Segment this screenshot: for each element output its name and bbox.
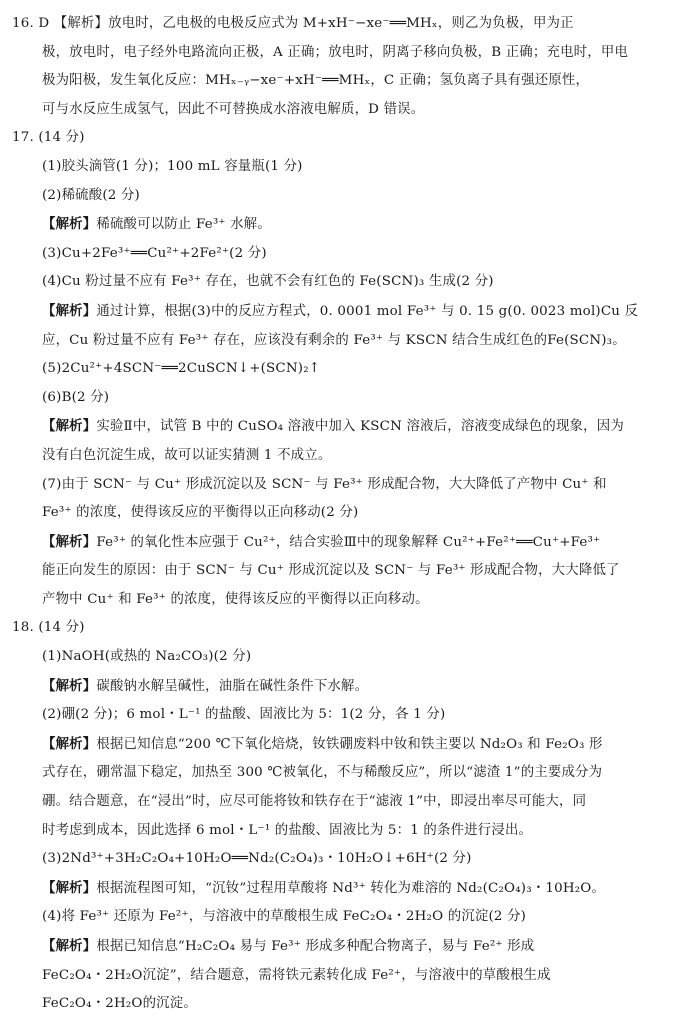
text-line [12,327,681,356]
line-text: 式存在，硼常温下稳定，加热至 300 ℃被氧化，不与稀酸反应”，所以“滤渣 1”的主要成分为 [42,765,603,781]
text-line [12,903,681,932]
analysis-tag: 【解析】 [42,938,97,954]
text-line [12,124,681,153]
text-line [12,643,681,672]
text-line [12,788,681,817]
line-text: 时考虑到成本，因此选择 6 mol・L⁻¹ 的盐酸、固液比为 5：1 的条件进行浸出。 [42,822,533,838]
text-line [12,614,681,643]
text-line [12,990,681,1019]
line-text: 应，Cu 粉过量不应有 Fe³⁺ 存在，应该没有剩余的 Fe³⁺ 与 KSCN 结合生成红色的Fe(SCN)₃。 [42,332,626,348]
line-text: (7)由于 SCN⁻ 与 Cu⁺ 形成沉淀以及 SCN⁻ 与 Fe³⁺ 形成配合物，大大降低了产物中 Cu⁺ 和 [42,476,607,492]
line-text: 能正向发生的原因：由于 SCN⁻ 与 Cu⁺ 形成沉淀以及 SCN⁻ 与 Fe³⁺ 形成配合物，大大降低了 [42,563,620,579]
line-text: (1)NaOH(或热的 Na₂CO₃)(2 分) [42,649,252,665]
text-line [12,268,681,297]
line-text: 极为阳极，发生氧化反应：MHₓ₋ᵧ−xe⁻+xH⁻══MHₓ，C 正确；氢负离子具有强还原性， [42,73,590,89]
line-text: FeC₂O₄・2H₂O沉淀”，结合题意，需将铁元素转化成 Fe²⁺，与溶液中的草酸根生成 [42,967,551,983]
line-text: 通过计算，根据(3)中的反应方程式，0. 0001 mol Fe³⁺ 与 0. 15 g(0. 0023 mol)Cu 反 [96,303,639,319]
text-line [12,384,681,413]
line-text: 稀硫酸可以防止 Fe³⁺ 水解。 [96,217,271,233]
text-line [12,355,681,384]
text-line [12,759,681,788]
text-line [12,67,681,96]
line-text: (5)2Cu²⁺+4SCN⁻══2CuSCN↓+(SCN)₂↑ [42,361,321,377]
line-text: 17. (14 分) [12,130,85,146]
line-text: 实验Ⅱ中，试管 B 中的 CuSO₄ 溶液中加入 KSCN 溶液后，溶液变成绿色的现象，因为 [96,419,624,435]
text-line [12,39,681,68]
analysis-tag: 【解析】 [42,677,97,694]
line-text: 极，放电时，电子经外电路流向正极，A 正确；放电时，阴离子移向负极，B 正确；充电时，甲电 [42,44,629,60]
text-line [12,874,681,904]
text-line [12,845,681,874]
text-line [12,442,681,471]
text-line [12,297,681,327]
text-line [12,932,681,962]
line-text: 没有白色沉淀生成，故可以证实猜测 1 不成立。 [42,447,332,463]
analysis-tag: 【解析】 [42,879,97,896]
analysis-tag: 【解析】 [42,533,97,550]
line-text: Fe³⁺ 的氧化性本应强于 Cu²⁺，结合实验Ⅲ中的现象解释 Cu²⁺+Fe²⁺══Cu⁺+Fe³⁺ [96,534,601,550]
text-line [12,557,681,586]
text-line [12,182,681,211]
line-text: Fe³⁺ 的浓度，使得该反应的平衡得以正向移动(2 分) [42,505,359,521]
text-line [12,10,681,39]
line-text: 16. D 【解析】放电时，乙电极的电极反应式为 M+xH⁻−xe⁻══MHₓ，则乙为负极，甲为正 [12,16,574,31]
line-text: (4)将 Fe³⁺ 还原为 Fe²⁺，与溶液中的草酸根生成 FeC₂O₄・2H₂O 的沉淀(2 分) [42,909,527,925]
analysis-tag: 【解析】 [42,216,97,233]
text-line [12,672,681,702]
text-line [12,96,681,125]
line-text: 根据流程图可知，“沉钕”过程用草酸将 Nd³⁺ 转化为难溶的 Nd₂(C₂O₄)₃・10H₂O。 [96,880,606,896]
text-line [12,701,681,730]
text-line [12,817,681,846]
text-line [12,499,681,528]
text-line [12,153,681,182]
text-line [12,962,681,991]
line-text: (2)稀硫酸(2 分) [42,187,140,203]
line-text: 碳酸钠水解呈碱性，油脂在碱性条件下水解。 [96,678,369,694]
line-text: (1)胶头滴管(1 分)；100 mL 容量瓶(1 分) [42,158,303,174]
text-line [12,471,681,500]
line-text: (2)硼(2 分)；6 mol・L⁻¹ 的盐酸、固液比为 5：1(2 分，各 1 分) [42,707,446,723]
line-text: (4)Cu 粉过量不应有 Fe³⁺ 存在，也就不会有红色的 Fe(SCN)₃ 生成(2 分) [42,274,494,290]
text-line [12,730,681,760]
line-text: 硼。结合题意，在“浸出”时，应尽可能将钕和铁存在于“滤液 1”中，即浸出率尽可能大，同 [42,794,587,810]
text-line [12,528,681,558]
line-text: 产物中 Cu⁺ 和 Fe³⁺ 的浓度，使得该反应的平衡得以正向移动。 [42,591,429,607]
line-text: 根据已知信息“H₂C₂O₄ 易与 Fe³⁺ 形成多种配合物离子，易与 Fe²⁺ 形成 [96,939,535,954]
line-text: 根据已知信息“200 ℃下氧化焙烧，钕铁硼废料中钕和铁主要以 Nd₂O₃ 和 Fe₂O₃ 形 [96,736,603,752]
text-line [12,586,681,615]
line-text: 可与水反应生成氢气，因此不可替换成水溶液电解质，D 错误。 [42,101,425,117]
line-text: FeC₂O₄・2H₂O的沉淀。 [42,996,197,1012]
line-text: 18. (14 分) [12,620,85,636]
analysis-tag: 【解析】 [42,418,97,435]
text-line [12,412,681,442]
line-text: (6)B(2 分) [42,389,110,405]
line-text: (3)2Nd³⁺+3H₂C₂O₄+10H₂O══Nd₂(C₂O₄)₃・10H₂O↓+6H⁺(2 分) [42,851,472,867]
text-line [12,240,681,269]
analysis-tag: 【解析】 [42,735,97,752]
line-text: (3)Cu+2Fe³⁺══Cu²⁺+2Fe²⁺(2 分) [42,245,267,261]
text-line [12,210,681,240]
analysis-tag: 【解析】 [42,302,97,319]
